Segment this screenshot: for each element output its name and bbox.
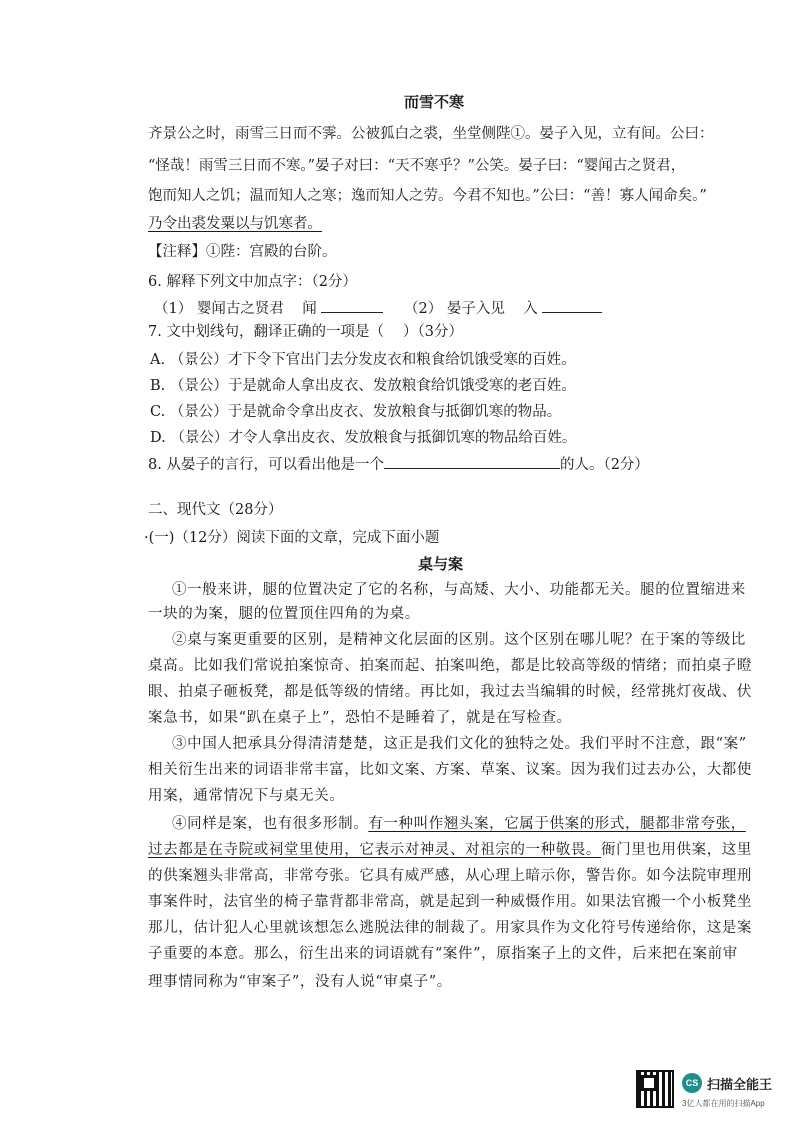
q6-item2-label: （2） 晏子入见 (404, 301, 505, 317)
q8-answer-blank[interactable] (384, 454, 560, 469)
scanner-brand: 扫描全能王 (707, 1077, 773, 1092)
classical-line-3: 饱而知人之饥；温而知人之寒；逸而知人之劳。今君不知也。”公曰：“善！寡人闻命矣。” (148, 188, 707, 204)
essay-p4-underlined-2: 过去都是在寺院或祠堂里使用，它表示对神灵、对祖宗的一种敬畏。 (148, 842, 601, 858)
essay-p2-line-1: ②桌与案更重要的区别，是精神文化层面的区别。这个区别在哪儿呢？在于案的等级比 (172, 632, 746, 648)
q8-suffix: 的人。（2分） (559, 457, 649, 473)
camscanner-logo-icon: CS (682, 1073, 702, 1093)
classical-line-1: 齐景公之时，雨雪三日而不霁。公被狐白之裘，坐堂侧陛①。晏子入见，立有间。公曰： (148, 126, 714, 142)
q7-option-c: C. （景公）于是就命令拿出皮衣、发放粮食与抵御饥寒的物品。 (150, 404, 562, 420)
essay-p2-line-2: 桌高。比如我们常说拍案惊奇、拍案而起、拍案叫绝，都是比较高等级的情绪；而拍桌子瞪 (148, 658, 752, 674)
q8-prefix: 8. 从晏子的言行，可以看出他是一个 (148, 457, 384, 473)
essay-p2-line-4: 案急书，如果“趴在桌子上”，恐怕不是睡着了，就是在写检查。 (148, 710, 572, 726)
qr-code-icon[interactable] (636, 1070, 674, 1108)
essay-p4-line-4: 事案件时，法官坐的椅子靠背都非常高，就是起到一种威慑作用。如果法官搬一个小板凳坐 (148, 894, 752, 910)
essay-title: 桌与案 (418, 555, 464, 573)
q7-option-d: D. （景公）才令人拿出皮衣、发放粮食与抵御饥寒的物品给百姓。 (150, 430, 577, 446)
section2-heading: 二、现代文（28分） (148, 502, 283, 518)
q8 (148, 454, 649, 475)
classical-line-2: “怪哉！雨雪三日而不寒。”晏子对曰：“天不寒乎？”公笑。晏子曰：“婴闻古之贤君， (148, 158, 686, 174)
essay-p4-intro: ④同样是案，也有很多形制。 (172, 816, 369, 832)
scanner-tagline: 3亿人都在用的扫描App (682, 1099, 765, 1108)
essay-p4-line-2 (148, 840, 752, 860)
essay-p1-line-1: ①一般来讲，腿的位置决定了它的名称，与高矮、大小、功能都无关。腿的位置缩进来 (172, 582, 746, 598)
q7-option-a: A. （景公）才下令下官出门去分发皮衣和粮食给饥饿受寒的百姓。 (150, 352, 576, 368)
q6-item1-label: （1） 婴闻古之贤君 (154, 301, 284, 317)
essay-p4-line-1 (172, 814, 746, 834)
q6-answer-blank-2[interactable] (542, 298, 602, 313)
q7-option-b: B. （景公）于是就命人拿出皮衣、发放粮食给饥饿受寒的老百姓。 (150, 378, 576, 394)
q7-stem: 7. 文中划线句，翻译正确的一项是（ ）（3分） (148, 324, 464, 340)
essay-p4-line-6: 子重要的本意。那么，衍生出来的词语就有“案件”，原指案子上的文件，后来把在案前审 (148, 946, 738, 962)
essay-p4-line-3: 的供案翘头非常高，非常夸张。它具有威严感，从心理上暗示你，警告你。如今法院审理刑 (148, 868, 752, 884)
q6-item1-char: 闻 (302, 301, 317, 317)
annotation-note: 【注释】①陛：宫殿的台阶。 (148, 244, 337, 260)
q6-answer-blank-1[interactable] (321, 298, 383, 313)
underlined-sentence: 乃令出裘发粟以与饥寒者。 (148, 216, 322, 232)
essay-p4-line-5: 那儿，估计犯人心里就该想怎么逃脱法律的制裁了。用家具作为文化符号传递给你，这是案 (148, 920, 752, 936)
essay-p3-line-3: 用案，通常情况下与桌无关。 (148, 788, 345, 804)
essay-p4-underlined-1: 有一种叫作翘头案，它属于供案的形式，腿都非常夸张， (368, 816, 746, 832)
essay-p3-line-2: 相关衍生出来的词语非常丰富，比如文案、方案、草案、议案。因为我们过去办公，大都使 (148, 762, 752, 778)
section2-subheading: ·(一)（12分）阅读下面的文章，完成下面小题 (144, 530, 440, 546)
q6-stem: 6. 解释下列文中加点字：（2分） (148, 274, 357, 290)
essay-p1-line-2: 一块的为案，腿的位置顶住四角的为桌。 (148, 606, 420, 622)
essay-p2-line-3: 眼、拍桌子砸板凳，都是低等级的情绪。再比如，我过去当编辑的时候，经常挑灯夜战、伏 (148, 684, 752, 700)
classical-title: 而雪不寒 (404, 93, 465, 111)
q6-item2 (404, 298, 602, 319)
q6-item2-char: 入 (523, 301, 538, 317)
essay-p3-line-1: ③中国人把承具分得清清楚楚，这正是我们文化的独特之处。我们平时不注意，跟“案” (172, 736, 747, 752)
essay-p4-line-7: 理事情同称为“审案子”，没有人说“审桌子”。 (148, 974, 452, 990)
essay-p4-line2-rest: 衙门里也用供案，这里 (601, 842, 752, 858)
q6-item1 (154, 298, 383, 319)
